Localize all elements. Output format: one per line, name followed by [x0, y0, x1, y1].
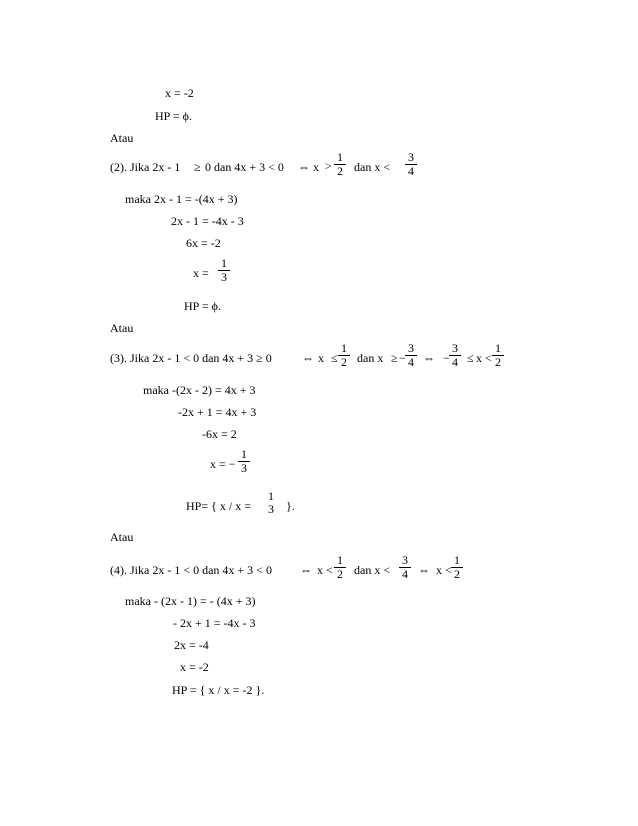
- case4-hp: HP = { x / x = -2 }.: [172, 683, 265, 697]
- atau-label-1: Atau: [110, 131, 134, 145]
- case4-step2: - 2x + 1 = -4x - 3: [173, 616, 256, 630]
- frac-den: 3: [268, 502, 274, 516]
- case3-op1: ≤: [331, 351, 338, 365]
- frac-num: 1: [241, 447, 247, 461]
- case3-head-b: x: [318, 351, 324, 365]
- case3-op2: ≥: [391, 351, 398, 365]
- frac-num: 3: [408, 150, 414, 164]
- case4-frac2: [399, 554, 411, 581]
- frac-den: 4: [402, 567, 408, 581]
- case4-step4: x = -2: [180, 660, 209, 674]
- case2-hp: HP = ϕ.: [184, 299, 221, 313]
- case3-step2: -2x + 1 = 4x + 3: [178, 405, 257, 419]
- case3-step1: maka -(2x - 2) = 4x + 3: [143, 383, 256, 397]
- frac-den: 3: [221, 270, 227, 284]
- frac-den: 2: [341, 355, 347, 369]
- case3-iff1: ⇔: [302, 351, 314, 365]
- frac-num: 1: [221, 256, 227, 270]
- case2-iff: ⇔: [298, 160, 310, 174]
- frac-num: 3: [408, 341, 414, 355]
- case4-head-c: dan x <: [354, 563, 391, 577]
- case4-head-b: x <: [317, 563, 333, 577]
- frac-num: 3: [402, 553, 408, 567]
- case4-head-d: x <: [436, 563, 452, 577]
- case2-head-c: x: [313, 160, 319, 174]
- case2-step2: 2x - 1 = -4x - 3: [171, 214, 244, 228]
- case4-iff1: ⇔: [300, 563, 312, 577]
- case3-step4-lhs: x = −: [210, 457, 236, 471]
- case3-frac3: [449, 342, 461, 369]
- frac-num: 1: [495, 341, 501, 355]
- case3-head-a: (3). Jika 2x - 1 < 0 dan 4x + 3 ≥ 0: [110, 351, 272, 365]
- case2-head-a: (2). Jika 2x - 1: [110, 160, 181, 174]
- case2-head-b: 0 dan 4x + 3 < 0: [205, 160, 284, 174]
- case4-frac1: [334, 554, 346, 581]
- frac-num: 1: [337, 553, 343, 567]
- case2-step1: maka 2x - 1 = -(4x + 3): [125, 192, 238, 206]
- case2-frac-three-quarter: [405, 151, 417, 178]
- case1-hp-line: HP = ϕ.: [155, 109, 192, 123]
- frac-den: 2: [454, 567, 460, 581]
- frac-den: 2: [495, 355, 501, 369]
- case3-hp-b: }.: [286, 499, 295, 513]
- case2-op1: ≥: [194, 160, 201, 174]
- frac-den: 4: [408, 164, 414, 178]
- atau-label-3: Atau: [110, 530, 134, 544]
- frac-num: 3: [452, 341, 458, 355]
- case4-head-a: (4). Jika 2x - 1 < 0 dan 4x + 3 < 0: [110, 563, 272, 577]
- atau-label-2: Atau: [110, 321, 134, 335]
- case4-frac3: [451, 554, 463, 581]
- case2-step4-frac: [218, 257, 230, 284]
- frac-num: 1: [268, 489, 274, 503]
- case2-op2: >: [325, 159, 332, 173]
- case3-frac2: [405, 342, 417, 369]
- frac-den: 4: [408, 355, 414, 369]
- case3-head-d: x <: [476, 351, 492, 365]
- frac-num: 1: [337, 150, 343, 164]
- case3-hp-a: HP= { x / x =: [186, 499, 251, 513]
- case2-frac-half: [334, 151, 346, 178]
- case3-step3: -6x = 2: [202, 427, 237, 441]
- frac-num: 1: [454, 553, 460, 567]
- case3-iff2: ⇔: [423, 351, 435, 365]
- case3-head-c: dan x: [357, 351, 384, 365]
- case2-step4-lhs: x =: [193, 266, 209, 280]
- case4-iff2: ⇔: [418, 563, 430, 577]
- case4-step1: maka - (2x - 1) = - (4x + 3): [125, 594, 256, 608]
- case1-x-line: x = -2: [165, 86, 194, 100]
- case2-head-d: dan x <: [354, 160, 391, 174]
- case3-frac4: [492, 342, 504, 369]
- case3-hp-frac: [265, 490, 277, 516]
- case3-minus1: −: [399, 351, 406, 365]
- case2-step3: 6x = -2: [186, 236, 221, 250]
- case3-op3: ≤: [467, 351, 474, 365]
- case3-step4-frac: [238, 448, 250, 475]
- case3-minus2: −: [443, 351, 450, 365]
- frac-den: 3: [241, 461, 247, 475]
- frac-den: 4: [452, 355, 458, 369]
- frac-den: 2: [337, 164, 343, 178]
- frac-den: 2: [337, 567, 343, 581]
- frac-num: 1: [341, 341, 347, 355]
- case3-frac1: [338, 342, 350, 369]
- case4-step3: 2x = -4: [174, 638, 209, 652]
